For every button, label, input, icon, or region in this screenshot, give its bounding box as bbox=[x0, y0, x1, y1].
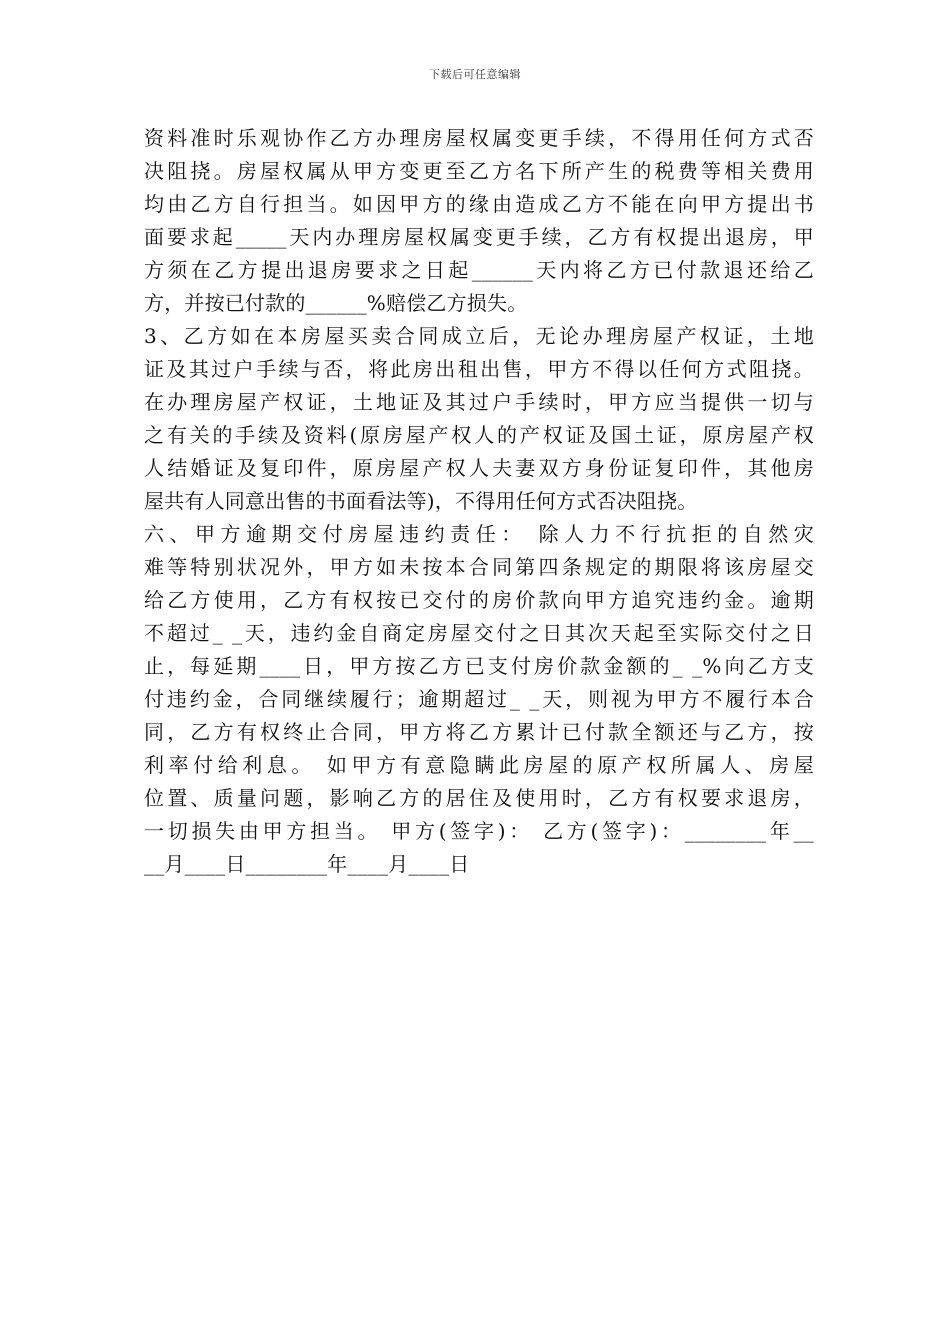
text-line: 给乙方使用，乙方有权按已交付的房价款向甲方追究违约金。逾期 bbox=[144, 588, 814, 612]
text-line: 止，每延期____日，甲方按乙方已支付房价款金额的_ _%向乙方支 bbox=[144, 654, 814, 678]
paragraph-continuation bbox=[144, 122, 814, 320]
text-line: 面要求起_____天内办理房屋权属变更手续，乙方有权提出退房，甲 bbox=[144, 225, 814, 249]
text-line: 决阻挠。房屋权属从甲方变更至乙方名下所产生的税费等相关费用 bbox=[144, 159, 814, 183]
paragraph-clause-3 bbox=[144, 320, 814, 518]
document-body bbox=[144, 122, 814, 881]
text-line: 在办理房屋产权证，土地证及其过户手续时，甲方应当提供一切与 bbox=[144, 390, 814, 414]
signature-line: 一切损失由甲方担当。 甲方(签字)： 乙方(签字)：________年__ bbox=[144, 819, 814, 843]
text-line: 不超过_ _天，违约金自商定房屋交付之日其次天起至实际交付之日 bbox=[144, 621, 814, 645]
text-line: 证及其过户手续与否，将此房出租出售，甲方不得以任何方式阻挠。 bbox=[144, 357, 814, 381]
text-line: 付违约金，合同继续履行；逾期超过_ _天，则视为甲方不履行本合 bbox=[144, 687, 814, 711]
date-line: __月____日________年____月____日 bbox=[144, 852, 470, 876]
text-line: 利率付给利息。 如甲方有意隐瞒此房屋的原产权所属人、房屋 bbox=[144, 753, 814, 777]
text-line: 之有关的手续及资料(原房屋产权人的产权证及国土证，原房屋产权 bbox=[144, 423, 814, 447]
text-line: 人结婚证及复印件，原房屋产权人夫妻双方身份证复印件，其他房 bbox=[144, 456, 814, 480]
text-line: 3、乙方如在本房屋买卖合同成立后，无论办理房屋产权证，土地 bbox=[144, 324, 814, 348]
text-line: 均由乙方自行担当。如因甲方的缘由造成乙方不能在向甲方提出书 bbox=[144, 192, 814, 216]
text-line: 资料准时乐观协作乙方办理房屋权属变更手续，不得用任何方式否 bbox=[144, 126, 814, 150]
text-line: 同，乙方有权终止合同，甲方将乙方累计已付款全额还与乙方，按 bbox=[144, 720, 814, 744]
text-line: 方，并按已付款的______%赔偿乙方损失。 bbox=[144, 291, 528, 315]
text-line: 位置、质量问题，影响乙方的居住及使用时，乙方有权要求退房， bbox=[144, 786, 814, 810]
text-line: 屋共有人同意出售的书面看法等)，不得用任何方式否决阻挠。 bbox=[144, 489, 698, 513]
text-line: 六、甲方逾期交付房屋违约责任： 除人力不行抗拒的自然灾 bbox=[144, 522, 814, 546]
text-line: 方须在乙方提出退房要求之日起______天内将乙方已付款退还给乙 bbox=[144, 258, 814, 282]
text-line: 难等特别状况外，甲方如未按本合同第四条规定的期限将该房屋交 bbox=[144, 555, 814, 579]
paragraph-section-6 bbox=[144, 518, 814, 881]
page-header: 下载后可任意编辑 bbox=[429, 68, 521, 81]
